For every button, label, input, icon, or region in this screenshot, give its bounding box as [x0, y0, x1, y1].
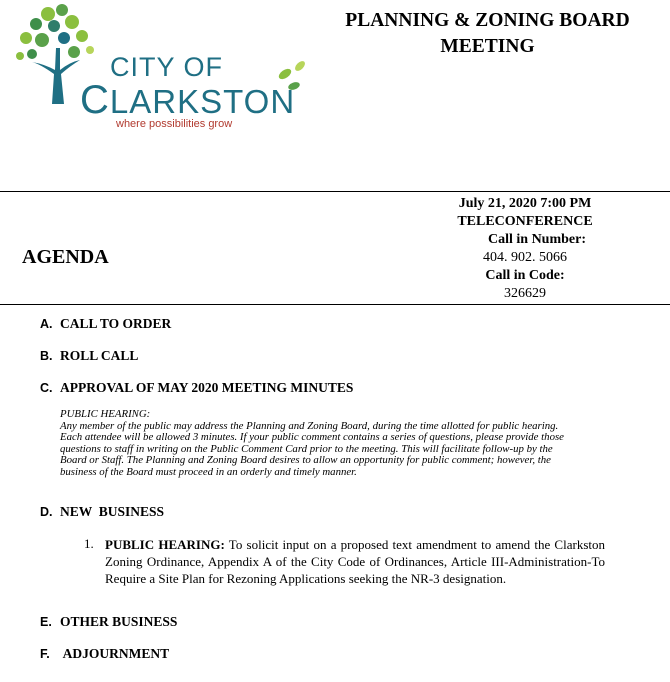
page-title [315, 8, 660, 60]
meeting-info [425, 195, 625, 303]
new-business-text: To solicit input on a proposed text amendment to amend the Clarkston Zoning Ordinance, Appendix A of the City Code of Ordinances, Article III-Administration-To Require a Site Plan for Rezoning Applications seeking the NR-3 designation. [105, 537, 605, 586]
new-business-item [105, 536, 605, 587]
logo-clarkston [80, 78, 295, 123]
item-letter: B. [40, 349, 53, 363]
agenda-item-d [40, 504, 164, 520]
agenda-item-a [40, 316, 171, 332]
call-in-number-label: Call in Number: [488, 232, 586, 247]
meeting-type: TELECONFERENCE [457, 214, 593, 229]
item-letter: E. [40, 615, 52, 629]
agenda-item-f [40, 646, 169, 662]
bottom-divider [0, 304, 670, 305]
public-hearing-body: Any member of the public may address the Planning and Zoning Board, during the time allotted for public hearing. Each attendee will be allowed 3 minutes. If your public comment contains a series of questions, please provide those questions to staff in writing on the Public Comment Card prior to the meeting. This will facilitate follow-up by the Board or Staff. The Planning and Zoning Board desires to allow an opportunity for public comment; however, the business of the Board must proceed in an orderly and timely manner. [60, 419, 564, 478]
public-hearing-note [60, 409, 580, 479]
agenda-item-b [40, 348, 138, 364]
logo-clarkston-initial: C [80, 78, 110, 122]
item-letter: A. [40, 317, 53, 331]
logo-city-of: CITY OF [110, 52, 224, 82]
agenda-item-e [40, 614, 177, 630]
item-text: CALL TO ORDER [60, 316, 172, 331]
agenda-item-c [40, 380, 353, 396]
item-text: ADJOURNMENT [60, 646, 170, 661]
logo-clarkston-rest: LARKSTON [109, 83, 296, 120]
public-hearing-heading: PUBLIC HEARING: [60, 408, 151, 420]
logo-tagline: where possibilities grow [116, 118, 233, 130]
new-business-label: PUBLIC HEARING: [105, 537, 225, 552]
title-line-1: PLANNING & ZONING BOARD [345, 10, 630, 31]
item-letter: F. [40, 647, 50, 661]
meeting-date-time: July 21, 2020 7:00 PM [458, 196, 592, 211]
call-in-code-label: Call in Code: [485, 268, 565, 283]
call-in-number: 404. 902. 5066 [483, 250, 567, 265]
new-business-number: 1. [84, 536, 94, 551]
item-text: ROLL CALL [60, 348, 139, 363]
top-divider [0, 191, 670, 192]
agenda-heading: AGENDA [22, 246, 109, 268]
item-letter: C. [40, 381, 53, 395]
item-text: OTHER BUSINESS [60, 614, 178, 629]
call-in-code: 326629 [504, 286, 546, 301]
item-letter: D. [40, 505, 53, 519]
item-text: APPROVAL OF MAY 2020 MEETING MINUTES [60, 380, 354, 395]
item-text: NEW BUSINESS [60, 504, 165, 519]
title-line-2: MEETING [440, 36, 535, 57]
